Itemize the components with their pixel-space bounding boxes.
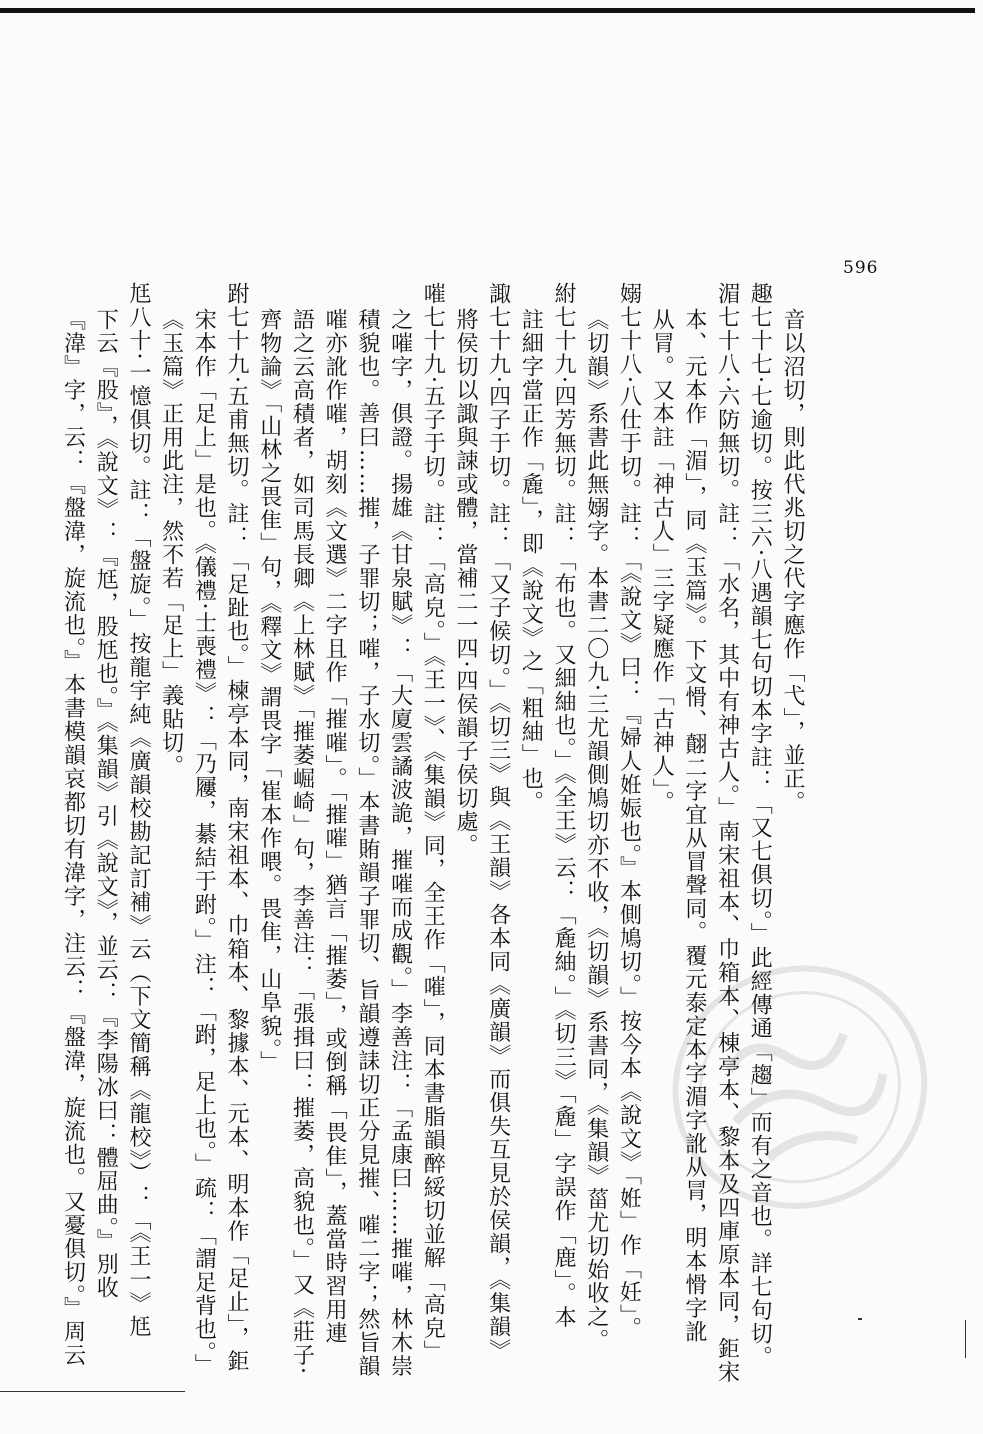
text-line: 《玉篇》正用此注，然不若「足上」義貼切。 [158, 308, 184, 778]
text-line: 將侯切以諏與誎或體，當補二一四·四侯韻子侯切處。 [452, 308, 478, 857]
text-line: 積貌也。善曰……摧，子罪切；嗺，子水切。」本書賄韻子罪切、旨韻遵誄切正分見摧、嗺二字；然旨韻 [354, 308, 380, 1378]
text-line: 嗺七十九·五子于切。註：「高皃。」《王一》、《集韻》同，全王作「嗺」，同本書脂韻醉綏切並解「高皃」 [420, 282, 446, 1364]
top-rule [0, 8, 975, 13]
text-line: 音以沼切，則此代兆切之代字應作「弋」，並正。 [780, 308, 805, 814]
text-line: 註細字當正作「麁」，即《說文》之「粗紬」也。 [518, 308, 544, 814]
text-line: 趣七十七·七逾切。按三六·八遇韻七句切本字註：「又七俱切。」此經傳通「趨」而有之音也。詳七句切。 [747, 282, 773, 1369]
text-line: 『湋』字，云：『盤湋，旋流也。』本書模韻哀都切有湋字，注云：『盤湋，旋流也。又憂俱切。』周云 [60, 308, 86, 1367]
text-line: 跗七十九·五甫無切。註：「足趾也。」楝亭本同，南宋祖本、巾箱本、黎據本、元本、明本作「足止」，鉅 [224, 282, 250, 1373]
edge-mark [965, 1320, 966, 1358]
text-line: 語之云高積者，如司馬長卿《上林賦》「摧萎崛崎」句，李善注：「張揖曰：摧萎，高貌也。」又《莊子· [289, 308, 315, 1376]
bottom-rule [0, 1391, 185, 1392]
text-line: 尪八十·一憶俱切。註：「盤旋。」按龍宇純《廣韻校勘記訂補》云（下文簡稱《龍校》）：「《王一》尪 [125, 282, 151, 1339]
text-line: 嫋七十八·八仕于切。註：「《說文》曰：『婦人姙娠也。』本側鳩切。」按今本《說文》「姙」作「妊」。 [616, 282, 642, 1340]
text-line: 从冐。又本註「神古人」三字疑應作「古神人」。 [649, 308, 675, 814]
text-line: 下云『股』，《說文》：『尪，股尪也。』《集韻》引《說文》，並云：『李陽冰曰：體屈曲。』別收 [93, 308, 119, 1300]
text-line: 《切韻》系書此無嫋字。本書二〇九·三尤韻側鳩切亦不收，《切韻》系書同，《集韻》菑尤切始收之。 [583, 308, 609, 1352]
text-line: 嗺亦訛作嗺，胡刻《文選》二字且作「摧嗺」。「摧嗺」猶言「摧萎」，或倒稱「畏隹」，蓋當時習用連 [322, 308, 348, 1345]
text-line: 湄七十八·六防無切。註：「水名，其中有神古人。」南宋祖本、巾箱本、棟亭本、黎本及四庫原本同，鉅宋 [714, 282, 740, 1384]
text-line: 本、元本作「湄」，同《玉篇》。下文愲、翸二字宜从冒聲同。覆元泰定本字湄字訛从冐，明本愲字訛 [681, 308, 707, 1344]
page-number: 596 [843, 258, 879, 278]
text-line: 諏七十九·四子于切。註：「又子候切。」《切三》與《王韻》各本同《廣韻》而俱失互見於侯韻，《集韻》 [485, 282, 511, 1362]
text-line: 齊物論》「山林之畏隹」句，《釋文》謂畏字「崔本作喂。畏隹，山阜貌。」 [256, 308, 282, 1074]
text-line: 紨七十九·四芳無切。註：「布也。又細紬也。」《全王》云：「麁紬。」《切三》「麁」字誤作「鹿」。本 [551, 282, 577, 1329]
text-line: 宋本作「足上」是也。《儀禮·士喪禮》：「乃屨，綦結于跗。」注：「跗，足上也。」疏：「謂足背也。」 [191, 308, 217, 1377]
scan-speck [858, 1318, 862, 1320]
text-line: 之嗺字，俱證。揚雄《甘泉賦》：「大廈雲譎波詭，摧嗺而成觀。」李善注：「孟康曰……摧嗺，林木崇 [387, 308, 413, 1378]
